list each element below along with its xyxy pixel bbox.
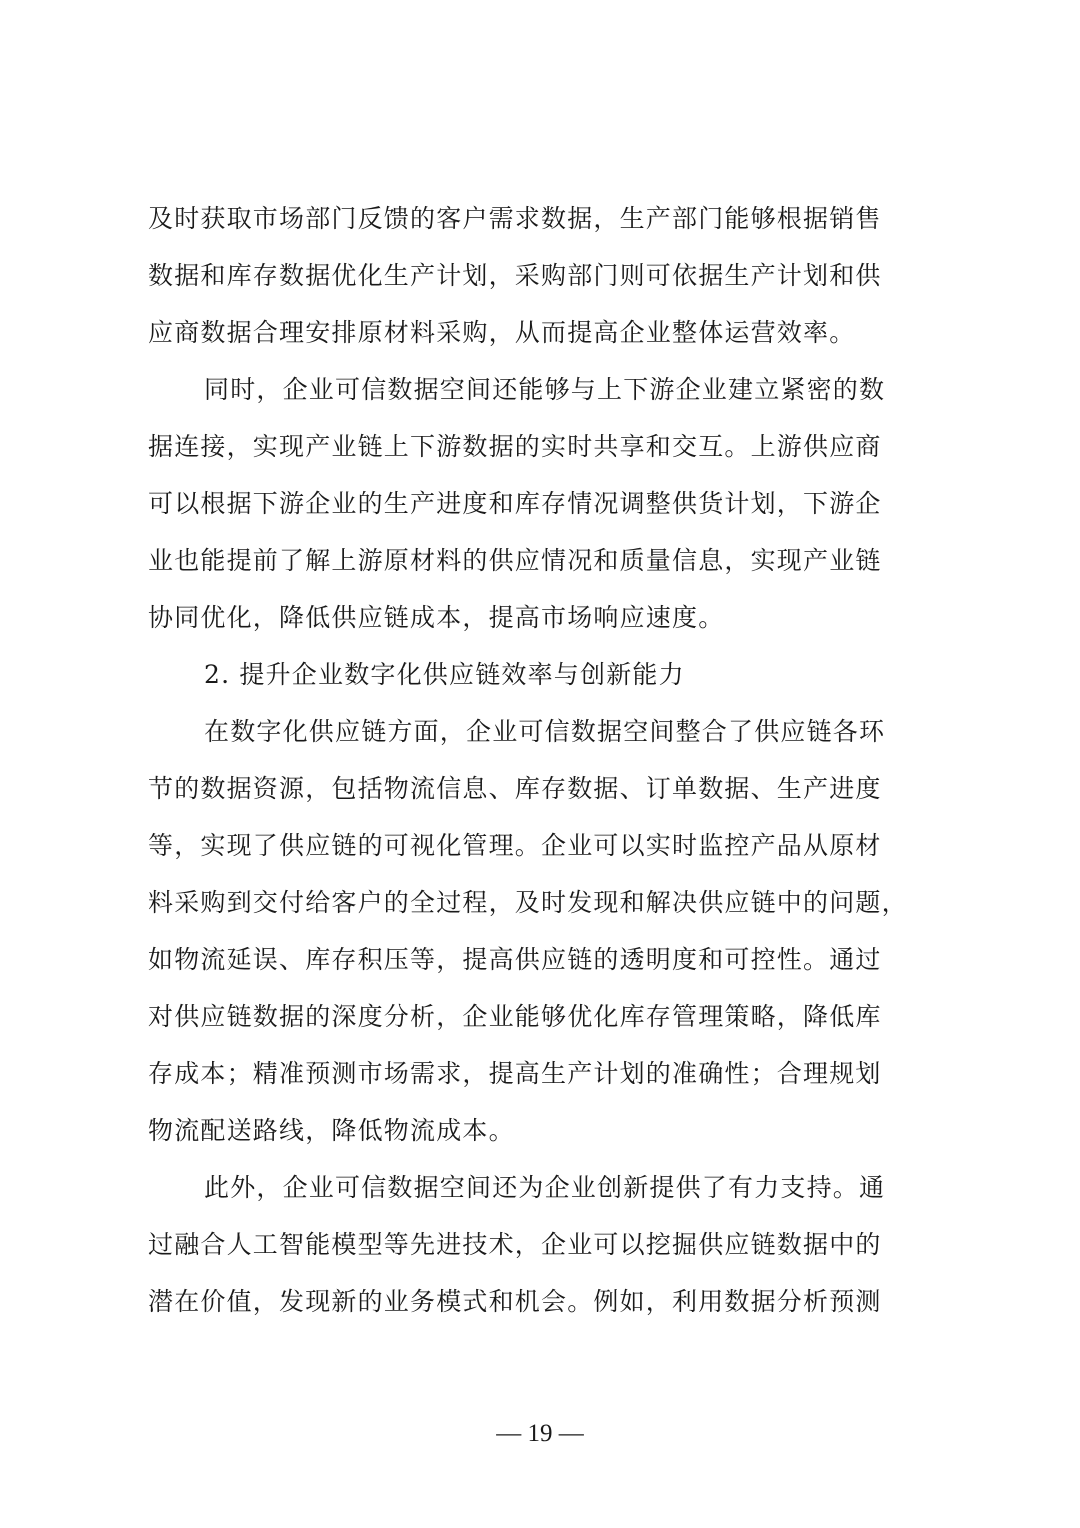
- text-line: 料采购到交付给客户的全过程，及时发现和解决供应链中的问题，: [148, 888, 908, 917]
- text-line: 潜在价值，发现新的业务模式和机会。例如，利用数据分析预测: [148, 1287, 882, 1316]
- paragraph-start-line: 在数字化供应链方面，企业可信数据空间整合了供应链各环: [204, 717, 886, 746]
- text-line: 过融合人工智能模型等先进技术，企业可以挖掘供应链数据中的: [148, 1230, 882, 1259]
- text-line: 节的数据资源，包括物流信息、库存数据、订单数据、生产进度: [148, 774, 882, 803]
- paragraph-start-line: 同时，企业可信数据空间还能够与上下游企业建立紧密的数: [204, 375, 886, 404]
- text-line: 及时获取市场部门反馈的客户需求数据，生产部门能够根据销售: [148, 204, 882, 233]
- text-line: 应商数据合理安排原材料采购，从而提高企业整体运营效率。: [148, 318, 856, 347]
- text-line: 业也能提前了解上游原材料的供应情况和质量信息，实现产业链: [148, 546, 882, 575]
- paragraph-start-line: 此外，企业可信数据空间还为企业创新提供了有力支持。通: [204, 1173, 886, 1202]
- body-text: [148, 190, 948, 1330]
- text-line: 据连接，实现产业链上下游数据的实时共享和交互。上游供应商: [148, 432, 882, 461]
- text-line: 对供应链数据的深度分析，企业能够优化库存管理策略，降低库: [148, 1002, 882, 1031]
- text-line: 协同优化，降低供应链成本，提高市场响应速度。: [148, 603, 725, 632]
- text-line: 等，实现了供应链的可视化管理。企业可以实时监控产品从原材: [148, 831, 882, 860]
- text-line: 如物流延误、库存积压等，提高供应链的透明度和可控性。通过: [148, 945, 882, 974]
- text-line: 可以根据下游企业的生产进度和库存情况调整供货计划，下游企: [148, 489, 882, 518]
- page-number: — 19 —: [496, 1420, 584, 1447]
- text-line: 存成本；精准预测市场需求，提高生产计划的准确性；合理规划: [148, 1059, 882, 1088]
- text-line: 数据和库存数据优化生产计划，采购部门则可依据生产计划和供: [148, 261, 882, 290]
- text-line: 物流配送路线，降低物流成本。: [148, 1116, 515, 1145]
- section-heading: 2. 提升企业数字化供应链效率与创新能力: [204, 660, 685, 689]
